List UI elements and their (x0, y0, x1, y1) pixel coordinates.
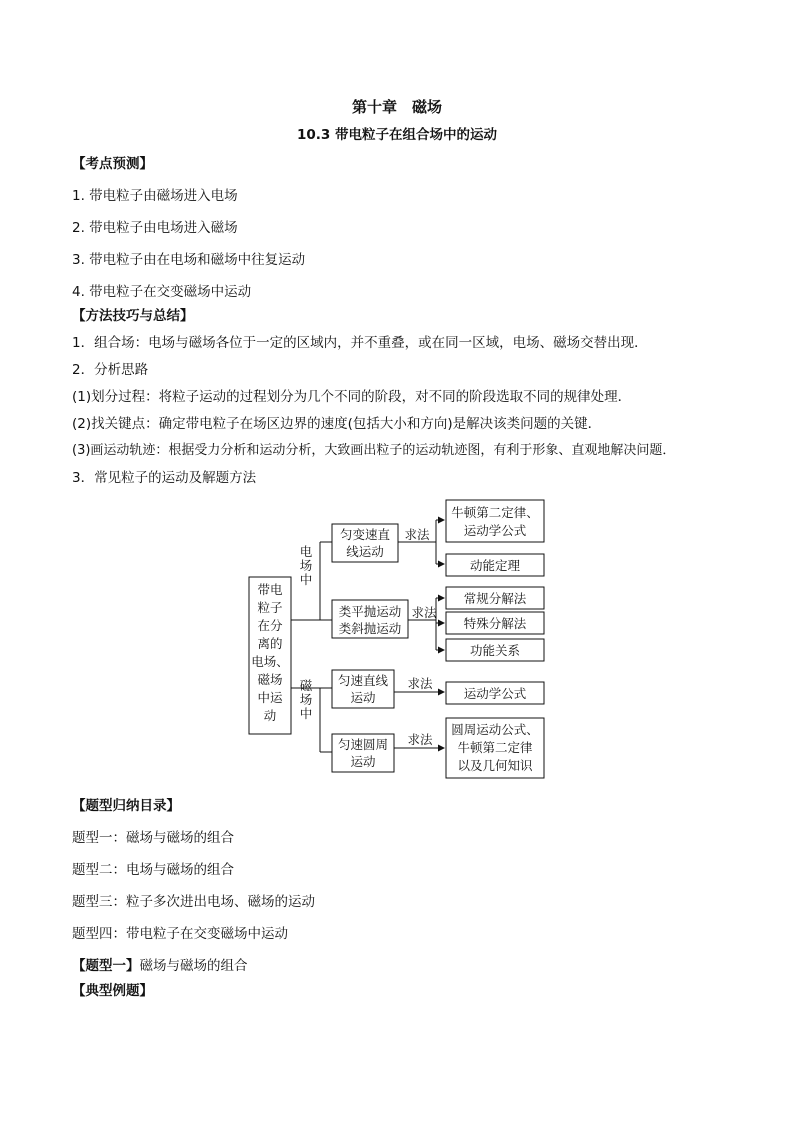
m2-out-text: 圆周运动公式、 (451, 722, 539, 737)
methods-line: 3．常见粒子的运动及解题方法 (72, 470, 257, 486)
methods-heading: 【方法技巧与总结】 (72, 308, 194, 324)
e2-box-text: 类平抛运动 (338, 604, 402, 619)
e1-box-text: 匀变速直 (339, 527, 391, 542)
methods-line: (1)划分过程：将粒子运动的过程划分为几个不同的阶段，对不同的阶段选取不同的规律处理． (72, 389, 632, 405)
m1-box-text: 运动 (350, 690, 376, 705)
m2-out-text: 以及几何知识 (457, 758, 533, 773)
electric-field-label: 场 (299, 558, 313, 573)
section-title: 10.3 带电粒子在组合场中的运动 (296, 127, 497, 143)
root-line: 离的 (257, 636, 283, 651)
root-line: 中运 (257, 690, 283, 705)
e1-out1-text: 牛顿第二定律、 (451, 505, 539, 520)
methods-line: 1．组合场：电场与磁场各位于一定的区域内，并不重叠，或在同一区域，电场、磁场交替出现． (72, 335, 648, 351)
forecast-heading: 【考点预测】 (72, 156, 153, 172)
m1-out-text: 运动学公式 (463, 686, 527, 701)
methods-line: 2．分析思路 (72, 362, 149, 378)
solve-label: 求法 (404, 527, 430, 542)
m2-box-text: 匀速圆周 (337, 737, 389, 752)
example-heading: 【典型例题】 (72, 983, 153, 999)
forecast-item: 1. 带电粒子由磁场进入电场 (72, 188, 238, 204)
e2-box-text: 类斜抛运动 (338, 621, 402, 636)
root-line: 磁场 (257, 672, 283, 687)
solve-label: 求法 (407, 732, 433, 747)
forecast-item: 4. 带电粒子在交变磁场中运动 (72, 284, 252, 300)
type-item: 题型一：磁场与磁场的组合 (72, 830, 234, 846)
type-item: 题型四：带电粒子在交变磁场中运动 (72, 926, 288, 942)
forecast-item: 2. 带电粒子由电场进入磁场 (72, 220, 238, 236)
magnetic-field-label: 磁 (299, 678, 313, 693)
type1-title: 磁场与磁场的组合 (139, 958, 248, 974)
chapter-title: 第十章 磁场 (351, 98, 442, 116)
electric-field-label: 中 (299, 572, 313, 587)
root-line: 动 (263, 708, 277, 723)
magnetic-field-label: 中 (299, 706, 313, 721)
e2-out1-text: 常规分解法 (463, 591, 527, 606)
solve-label: 求法 (411, 605, 437, 620)
root-line: 粒子 (257, 600, 283, 615)
motion-method-diagram (0, 490, 794, 790)
type1-heading (72, 957, 248, 975)
types-heading: 【题型归纳目录】 (72, 798, 180, 814)
electric-field-label: 电 (299, 544, 313, 559)
e1-box-text: 线运动 (346, 544, 384, 559)
solve-label: 求法 (407, 676, 433, 691)
type1-bracket: 【题型一】 (72, 958, 140, 974)
root-line: 电场、 (251, 654, 289, 669)
root-line: 带电 (257, 582, 283, 597)
type-item: 题型三：粒子多次进出电场、磁场的运动 (72, 894, 315, 910)
e1-out1-text: 运动学公式 (463, 523, 527, 538)
e1-out2-text: 动能定理 (469, 558, 521, 573)
methods-line: (2)找关键点：确定带电粒子在场区边界的速度(包括大小和方向)是解决该类问题的关键． (72, 416, 602, 432)
type-item: 题型二：电场与磁场的组合 (72, 862, 234, 878)
m1-box-text: 匀速直线 (337, 673, 389, 688)
methods-line: (3)画运动轨迹：根据受力分析和运动分析，大致画出粒子的运动轨迹图，有利于形象、直观地解决问题． (72, 443, 676, 458)
m2-box-text: 运动 (350, 754, 376, 769)
magnetic-field-label: 场 (299, 692, 313, 707)
e2-out2-text: 特殊分解法 (463, 616, 527, 631)
e2-out3-text: 功能关系 (469, 643, 521, 658)
forecast-item: 3. 带电粒子由在电场和磁场中往复运动 (72, 252, 306, 268)
m2-out-text: 牛顿第二定律 (457, 740, 533, 755)
root-line: 在分 (257, 618, 283, 633)
